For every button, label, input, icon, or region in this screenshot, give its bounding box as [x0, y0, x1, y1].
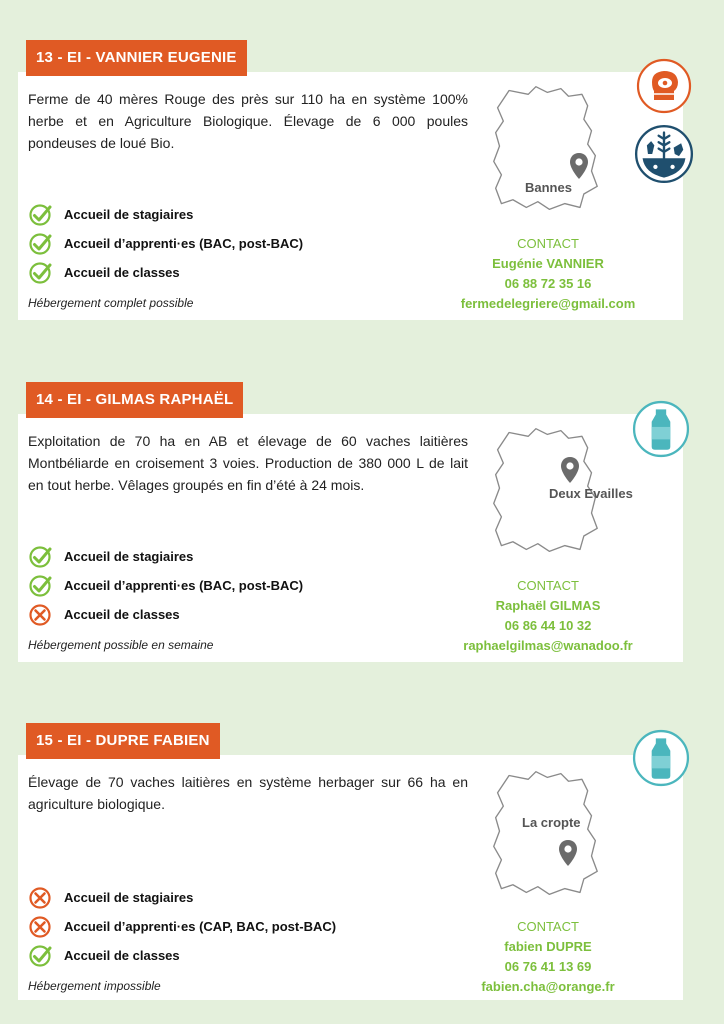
location-pin-icon — [558, 839, 578, 867]
capability-item — [28, 571, 303, 600]
map-outline — [488, 78, 603, 218]
check-icon — [28, 944, 52, 968]
capability-label: Accueil de stagiaires — [64, 549, 194, 564]
location-pin-icon — [569, 152, 589, 180]
capability-item — [28, 941, 336, 970]
capability-item — [28, 542, 303, 571]
capability-item — [28, 229, 303, 258]
capability-label: Accueil de stagiaires — [64, 207, 194, 222]
contact-email[interactable]: raphaelgilmas@wanadoo.fr — [463, 638, 633, 653]
contact-label: CONTACT — [517, 236, 579, 251]
farm-card-13 — [18, 49, 683, 320]
capability-label: Accueil de classes — [64, 607, 180, 622]
capability-label: Accueil d’apprenti·es (BAC, post-BAC) — [64, 236, 304, 251]
contact-phone[interactable]: 06 76 41 13 69 — [504, 959, 592, 974]
capability-label: Accueil d’apprenti·es (BAC, post-BAC) — [64, 578, 304, 593]
capability-list — [28, 200, 303, 287]
lodging-note: Hébergement complet possible — [28, 296, 194, 310]
lodging-note: Hébergement impossible — [28, 979, 161, 993]
capability-item — [28, 912, 336, 941]
capability-item — [28, 200, 303, 229]
capability-item — [28, 600, 303, 629]
check-icon — [28, 545, 52, 569]
location-name: Deux Evailles — [549, 486, 633, 501]
mixed-farming-icon — [634, 124, 694, 184]
farm-title: 15 - EI - DUPRE FABIEN — [26, 723, 220, 759]
milk-bottle-icon — [632, 729, 690, 787]
cross-icon — [28, 915, 52, 939]
location-pin-icon — [560, 456, 580, 484]
lodging-note: Hébergement possible en semaine — [28, 638, 214, 652]
farm-description: Ferme de 40 mères Rouge des près sur 110 ha en système 100% herbe et en Agriculture Biologique. Élevage de 6 000 poules pondeuses de loué Bio. — [28, 91, 468, 151]
contact-label: CONTACT — [517, 919, 579, 934]
farm-description: Exploitation de 70 ha en AB et élevage de 60 vaches laitières Montbéliarde en croisement 3 voies. Production de 380 000 L de lait en tout herbe. Vêlages groupés en fin d’été à 24 mois. — [28, 433, 468, 493]
farm-card-15 — [18, 732, 683, 1000]
check-icon — [28, 574, 52, 598]
farm-title: 13 - EI - VANNIER EUGENIE — [26, 40, 247, 76]
capability-label: Accueil d’apprenti·es (CAP, BAC, post-BAC) — [64, 919, 337, 934]
contact-block — [418, 917, 678, 997]
farm-description: Élevage de 70 vaches laitières en système herbager sur 66 ha en agriculture biologique. — [28, 774, 468, 812]
milk-bottle-icon — [632, 400, 690, 458]
contact-name: Raphaël GILMAS — [495, 598, 601, 613]
capability-list — [28, 883, 336, 970]
check-icon — [28, 261, 52, 285]
check-icon — [28, 203, 52, 227]
contact-label: CONTACT — [517, 578, 579, 593]
check-icon — [28, 232, 52, 256]
contact-phone[interactable]: 06 86 44 10 32 — [504, 618, 592, 633]
contact-phone[interactable]: 06 88 72 35 16 — [504, 276, 592, 291]
capability-label: Accueil de classes — [64, 265, 180, 280]
contact-name: fabien DUPRE — [504, 939, 592, 954]
contact-email[interactable]: fermedelegriere@gmail.com — [460, 296, 636, 311]
farm-title: 14 - EI - GILMAS RAPHAËL — [26, 382, 243, 418]
location-name: La cropte — [522, 815, 581, 830]
farm-card-14 — [18, 391, 683, 662]
contact-block — [418, 234, 678, 314]
cross-icon — [28, 603, 52, 627]
map-outline — [488, 763, 603, 903]
contact-name: Eugénie VANNIER — [492, 256, 604, 271]
meat-icon — [636, 58, 692, 114]
capability-item — [28, 258, 303, 287]
capability-list — [28, 542, 303, 629]
contact-email[interactable]: fabien.cha@orange.fr — [481, 979, 615, 994]
cross-icon — [28, 886, 52, 910]
location-name: Bannes — [525, 180, 572, 195]
capability-item — [28, 883, 336, 912]
capability-label: Accueil de classes — [64, 948, 180, 963]
contact-block — [418, 576, 678, 656]
capability-label: Accueil de stagiaires — [64, 890, 194, 905]
